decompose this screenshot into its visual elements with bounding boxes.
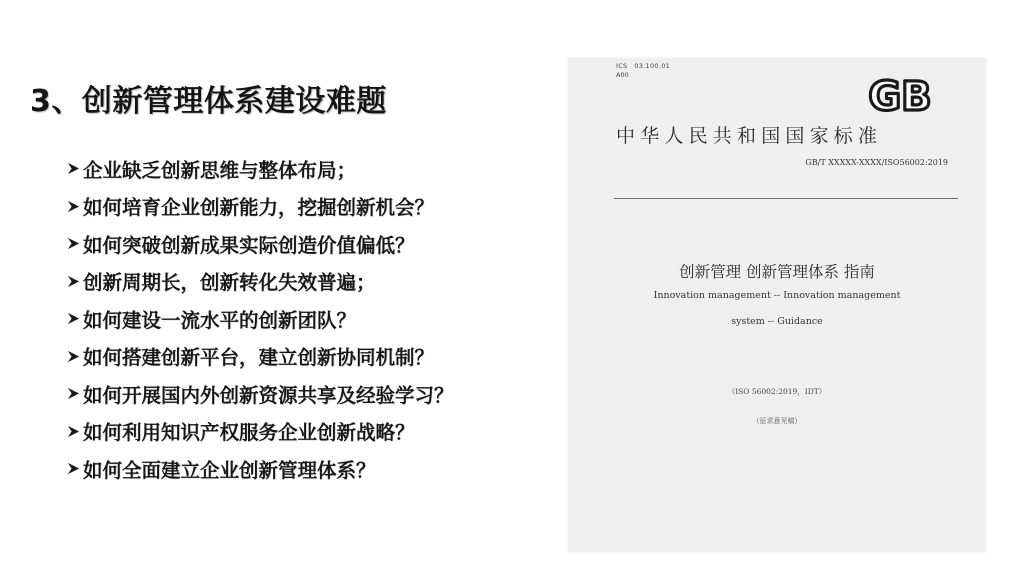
gb-logo-icon <box>854 72 946 116</box>
bullet-text: 如何突破创新成果实际创造价值偏低？ <box>83 233 415 257</box>
bullet-item <box>66 188 454 226</box>
bullet-text: 如何开展国内外创新资源共享及经验学习？ <box>83 383 454 407</box>
document-title-english-line1: Innovation management -- Innovation management <box>653 290 901 301</box>
adoption-note: （ISO 56002:2019，IDT） <box>727 387 827 396</box>
bullet-item <box>66 413 454 451</box>
arrow-bullet-icon <box>66 311 81 326</box>
arrow-bullet-icon <box>66 161 81 176</box>
arrow-bullet-icon <box>66 274 81 289</box>
bullet-text: 如何培育企业创新能力，挖掘创新机会？ <box>83 196 435 220</box>
bullet-text: 如何建设一流水平的创新团队？ <box>83 308 357 332</box>
bullet-item <box>66 338 454 376</box>
bullet-item <box>66 300 454 338</box>
standard-document-cover <box>568 58 986 552</box>
arrow-bullet-icon <box>66 424 81 439</box>
slide-title: 3、创新管理体系建设难题 <box>30 84 387 119</box>
bullet-text: 如何全面建立企业创新管理体系？ <box>83 458 376 482</box>
bullet-item <box>66 225 454 263</box>
arrow-bullet-icon <box>66 199 81 214</box>
bullet-item <box>66 450 454 488</box>
bullet-text: 创新周期长，创新转化失效普遍； <box>83 271 376 295</box>
bullet-item <box>66 150 454 188</box>
standard-number: GB/T XXXXX-XXXX/ISO56002:2019 <box>805 158 948 167</box>
bullet-item <box>66 263 454 301</box>
document-title-english-line2: system -- Guidance <box>731 316 823 327</box>
bullet-item <box>66 375 454 413</box>
arrow-bullet-icon <box>66 386 81 401</box>
bullet-text: 如何搭建创新平台，建立创新协同机制？ <box>83 346 435 370</box>
gb-logo-text: GB <box>868 74 932 116</box>
ics-code: ICS 03.100.01 <box>616 62 671 70</box>
draft-note: （征求意见稿） <box>752 417 802 425</box>
arrow-bullet-icon <box>66 236 81 251</box>
arrow-bullet-icon <box>66 349 81 364</box>
arrow-bullet-icon <box>66 461 81 476</box>
bullet-text: 企业缺乏创新思维与整体布局； <box>83 158 357 182</box>
divider-line <box>614 198 958 199</box>
bullet-text: 如何利用知识产权服务企业创新战略？ <box>83 421 415 445</box>
document-title-chinese: 创新管理 创新管理体系 指南 <box>679 263 875 281</box>
bullet-list <box>66 150 454 488</box>
classification-code: A00 <box>616 71 629 79</box>
issuing-organization: 中华人民共和国国家标准 <box>616 125 883 147</box>
